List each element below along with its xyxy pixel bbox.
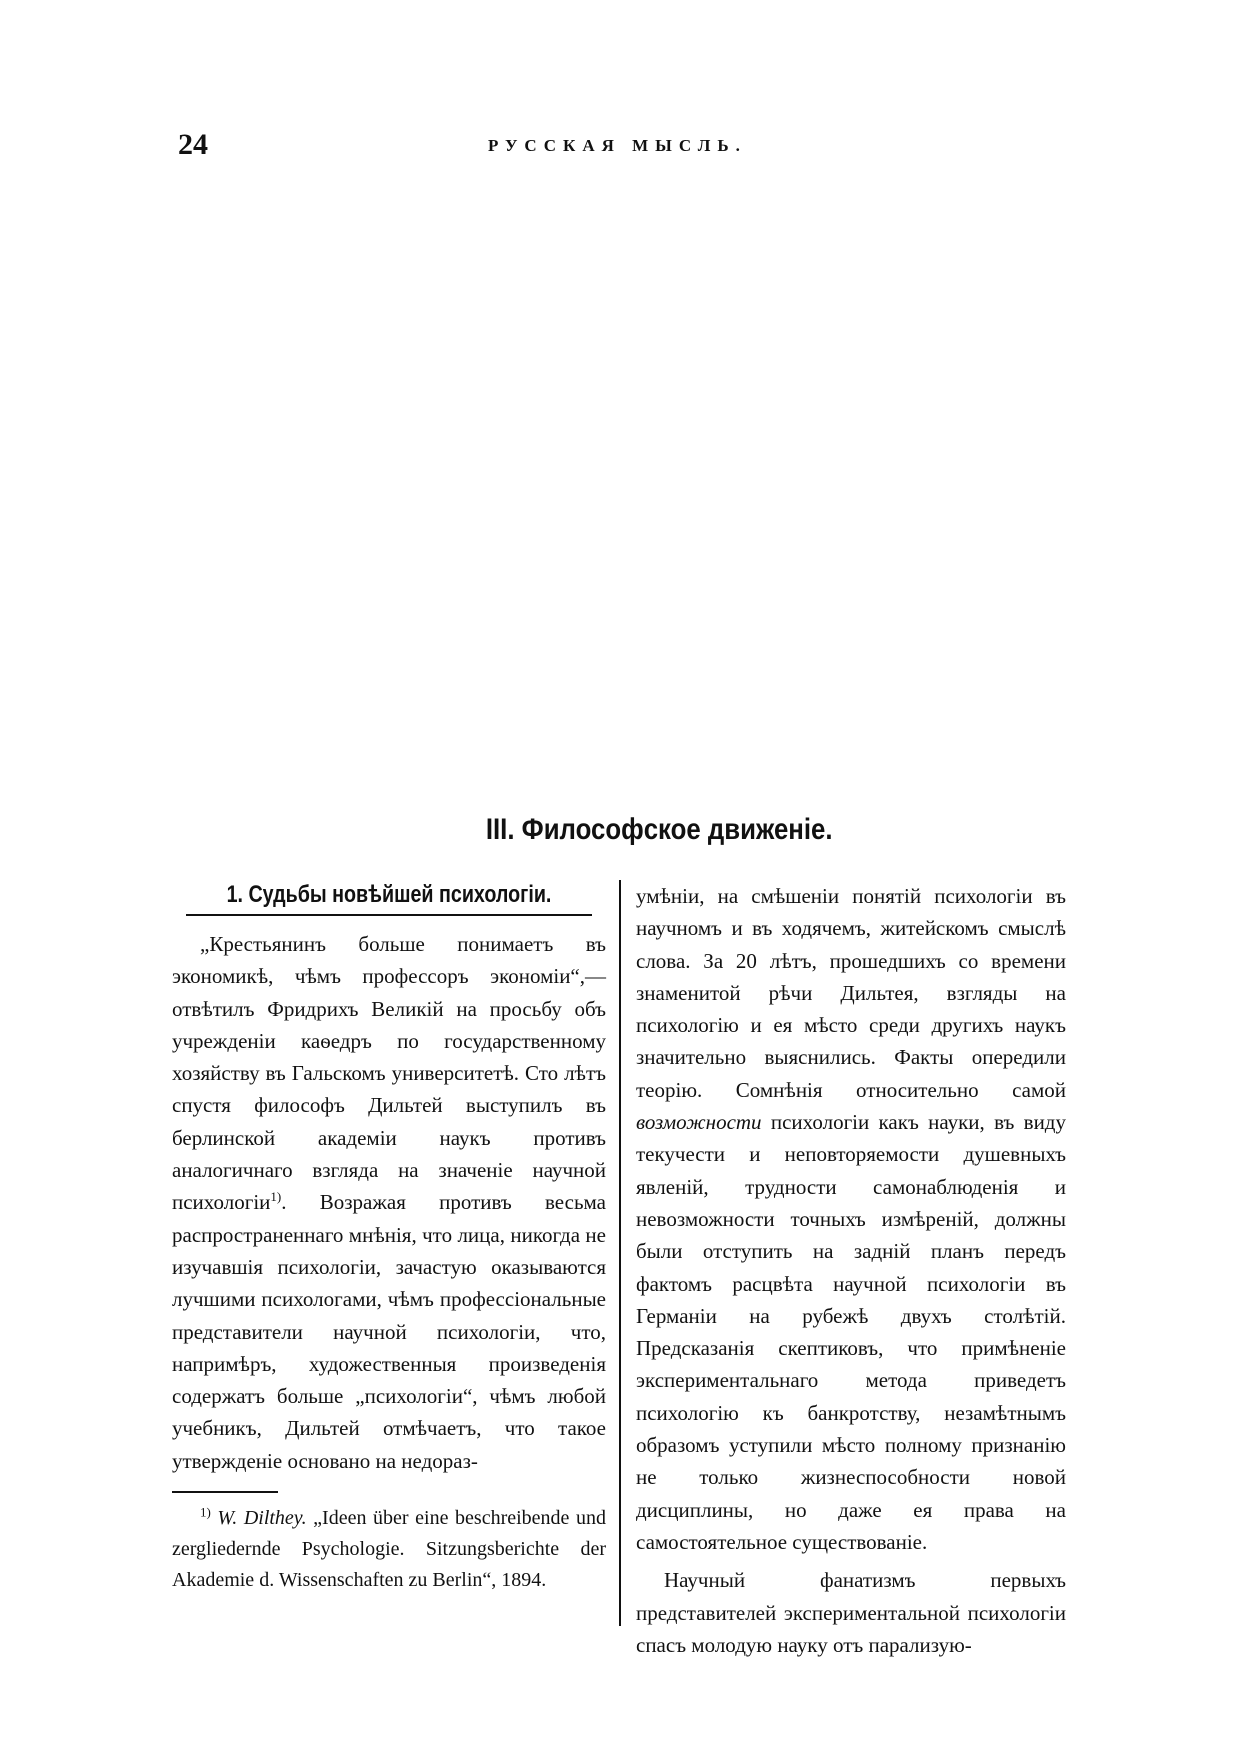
section-title: III. Философское движенiе. (485, 813, 833, 846)
footnote-author: W. Dilthey. (217, 1507, 307, 1530)
paragraph-text: „Крестьянинъ больше понимаетъ въ экономикѣ, чѣмъ профессоръ экономiи“,—отвѣтилъ Фридрихъ Великiй на просьбу объ учрежденiи каѳедръ по государственному хозяйству въ Гальскомъ университетѣ. Сто лѣтъ спустя философъ Дильтей выступилъ въ берлинской академiи наукъ противъ аналогичнаго взгляда на значенiе научной психологiи (172, 932, 606, 1215)
subheading-underline (186, 914, 592, 916)
footnote-text: „Ideen über eine beschreibende und zergliedernde Psychologie. Sitzungsberichte der Akademie d. Wissenschaften zu Berlin“, 1894. (172, 1507, 606, 1592)
paragraph-text: умѣнiи, на смѣшенiи понятiй психологiи въ научномъ и въ ходячемъ, житейскомъ смыслѣ слова. За 20 лѣтъ, прошедшихъ со времени знаменитой рѣчи Дильтея, взгляды на психологiю и ея мѣсто среди другихъ наукъ значительно выяснились. Факты опередили теорiю. Сомнѣнiя относительно самой (636, 884, 1066, 1102)
column-divider (619, 880, 621, 1626)
footnote-divider (172, 1491, 278, 1493)
paragraph-right-1 (636, 880, 1066, 1558)
emphasized-word: возможности (636, 1110, 762, 1135)
running-head: РУССКАЯ МЫСЛЬ. (488, 136, 747, 155)
page-number: 24 (178, 128, 208, 161)
footnote-reference[interactable]: 1) (270, 1189, 282, 1205)
right-column (636, 880, 1066, 1661)
paragraph-left (172, 928, 606, 1477)
paragraph-right-2: Научный фанатизмъ первыхъ представителей экспериментальной психологiи спасъ молодую науку отъ парализую- (636, 1568, 1066, 1657)
footnote-mark: 1) (200, 1504, 211, 1520)
article-subheading: 1. Судьбы новѣйшей психологiи. (226, 881, 552, 908)
paragraph-text-continued: психологiи какъ науки, въ виду текучести и неповторяемости душевныхъ явленiй, трудности самонаблюденiя и невозможности точныхъ измѣренiй, должны были отступить на заднiй планъ передъ фактомъ расцвѣта научной психологiи въ Германiи на рубежѣ двухъ столѣтiй. Предсказанiя скептиковъ, что примѣненiе экспериментальнаго метода приведетъ психологiю къ банкротству, незамѣтнымъ образомъ уступили мѣсто полному признанiю не только жизнеспособности новой дисциплины, но даже ея права на самостоятельное существованiе. (636, 1110, 1066, 1554)
paragraph-text-continued: . Возражая противъ весьма распространеннаго мнѣнiя, что лица, никогда не изучавшiя психологiи, зачастую оказываются лучшими психологами, чѣмъ профессiональные представители научной психологiи, что, напримѣръ, художественныя произведенiя содержатъ больше „психологiи“, чѣмъ любой учебникъ, Дильтей отмѣчаетъ, что такое утвержденiе основано на недораз- (172, 1190, 606, 1473)
left-column (172, 878, 606, 1596)
footnote (172, 1503, 606, 1596)
